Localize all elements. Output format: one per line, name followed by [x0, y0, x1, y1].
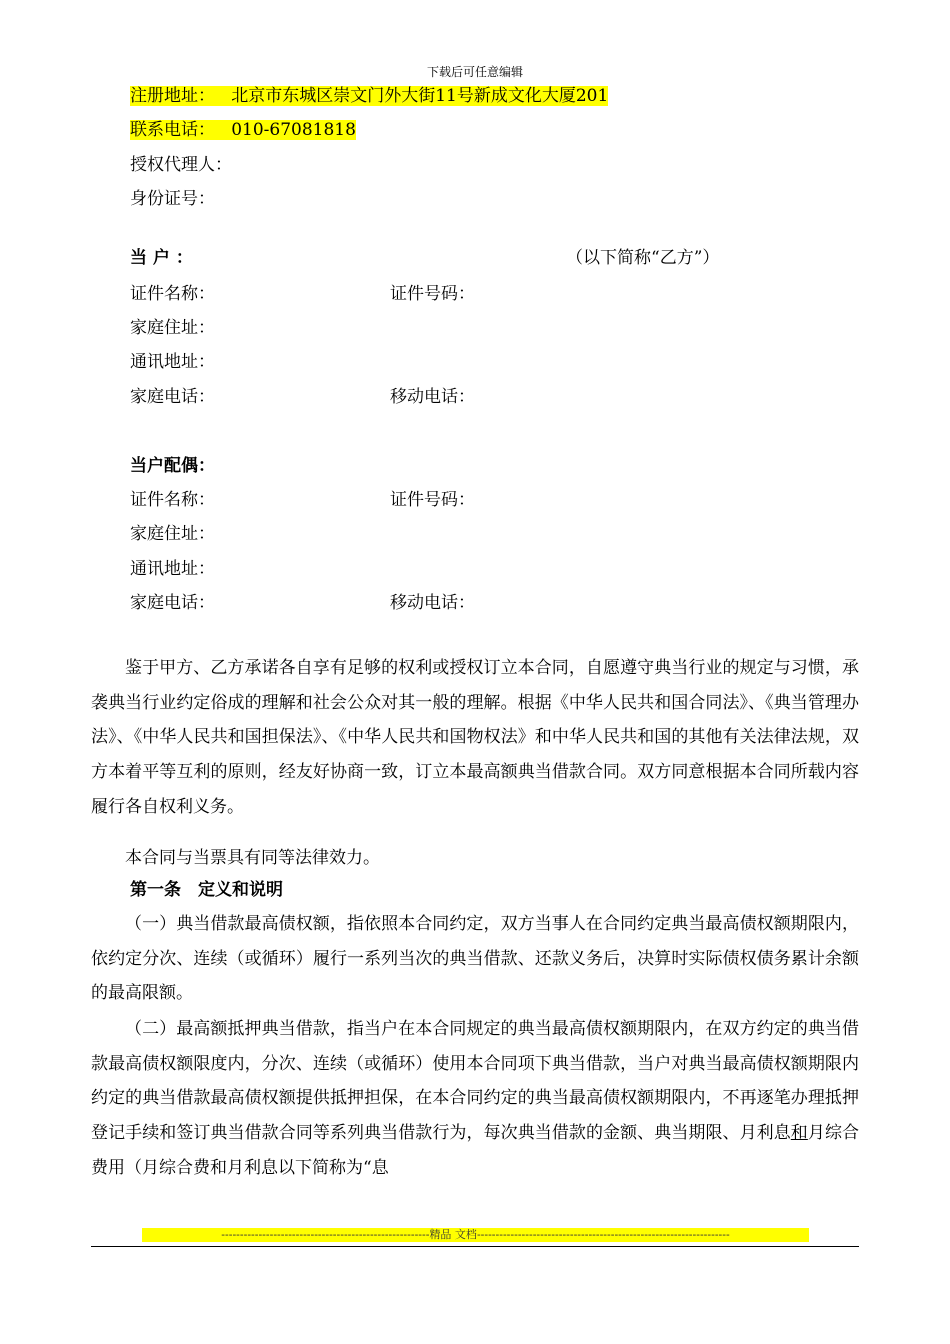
party-b-title: 当 户 ： [130, 248, 193, 268]
party-b-mobile-label: 移动电话： [390, 387, 475, 407]
footer-label: 精品 文档 [429, 1228, 477, 1241]
article-1-clause-2 [91, 1012, 859, 1186]
registered-address-gap [215, 86, 231, 106]
id-number-label: 身份证号： [130, 189, 215, 209]
party-b-alias: （以下简称“乙方”） [566, 248, 720, 268]
registered-address-line [130, 84, 608, 108]
spouse-mail-address-label: 通讯地址： [130, 559, 215, 579]
spouse-title: 当户配偶： [130, 456, 215, 476]
spouse-home-phone-label: 家庭电话： [130, 593, 215, 613]
registered-address-value: 北京市东城区崇文门外大街11号新成文化大厦201 [231, 86, 609, 106]
party-b-mail-address-label: 通讯地址： [130, 352, 215, 372]
authorized-agent-label: 授权代理人： [130, 155, 232, 175]
spouse-cert-no-label: 证件号码： [390, 490, 475, 510]
clause-2-underlined: 和 [790, 1123, 808, 1144]
contact-phone-value: 010-67081818 [231, 120, 356, 140]
footer-dashes-left: -------------------------------------------------------- [221, 1228, 430, 1241]
contact-phone-line [130, 118, 356, 142]
footer-dashes-right: -------------------------------------------------------------------- [476, 1228, 730, 1241]
party-b-home-address-label: 家庭住址： [130, 318, 215, 338]
registered-address-label: 注册地址： [130, 86, 215, 106]
party-b-home-phone-label: 家庭电话： [130, 387, 215, 407]
article-1-heading: 第一条 定义和说明 [130, 880, 283, 900]
footer-band [142, 1228, 809, 1242]
spouse-home-address-label: 家庭住址： [130, 524, 215, 544]
equal-effect-paragraph: 本合同与当票具有同等法律效力。 [125, 848, 380, 868]
party-b-cert-name-label: 证件名称： [130, 284, 215, 304]
article-1-clause-1: （一）典当借款最高债权额，指依照本合同约定，双方当事人在合同约定典当最高债权额期限内，依约定分次、连续（或循环）履行一系列当次的典当借款、还款义务后，决算时实际债权债务累计余额的最高限额。 [91, 914, 859, 1004]
clause-2-text-a: （二）最高额抵押典当借款，指当户在本合同规定的典当最高债权额期限内，在双方约定的典当借款最高债权额限度内，分次、连续（或循环）使用本合同项下典当借款，当户对典当最高债权额期限内约定的典当借款最高债权额提供抵押担保，在本合同约定的典当最高债权额期限内，不再逐笔办理抵押登记手续和签订典当借款合同等系列典当借款行为，每次典当借款的金额、典当期限、月利息 [91, 1019, 859, 1144]
contact-phone-gap [215, 120, 231, 140]
clause-2-text-b: 月综合费用（月综合费和月利息以下简称为“息 [91, 1123, 860, 1178]
preamble-paragraph: 鉴于甲方、乙方承诺各自享有足够的权利或授权订立本合同，自愿遵守典当行业的规定与习惯，承袭典当行业约定俗成的理解和社会公众对其一般的理解。根据《中华人民共和国合同法》、《典当管理办法》、《中华人民共和国担保法》、《中华人民共和国物权法》和中华人民共和国的其他有关法律法规，双方本着平等互利的原则，经友好协商一致，订立本最高额典当借款合同。双方同意根据本合同所载内容履行各自权利义务。 [91, 658, 859, 817]
spouse-cert-name-label: 证件名称： [130, 490, 215, 510]
footer-rule [91, 1246, 859, 1247]
spouse-mobile-label: 移动电话： [390, 593, 475, 613]
contact-phone-label: 联系电话： [130, 120, 215, 140]
party-b-cert-no-label: 证件号码： [390, 284, 475, 304]
header-note: 下载后可任意编辑 [426, 65, 523, 79]
